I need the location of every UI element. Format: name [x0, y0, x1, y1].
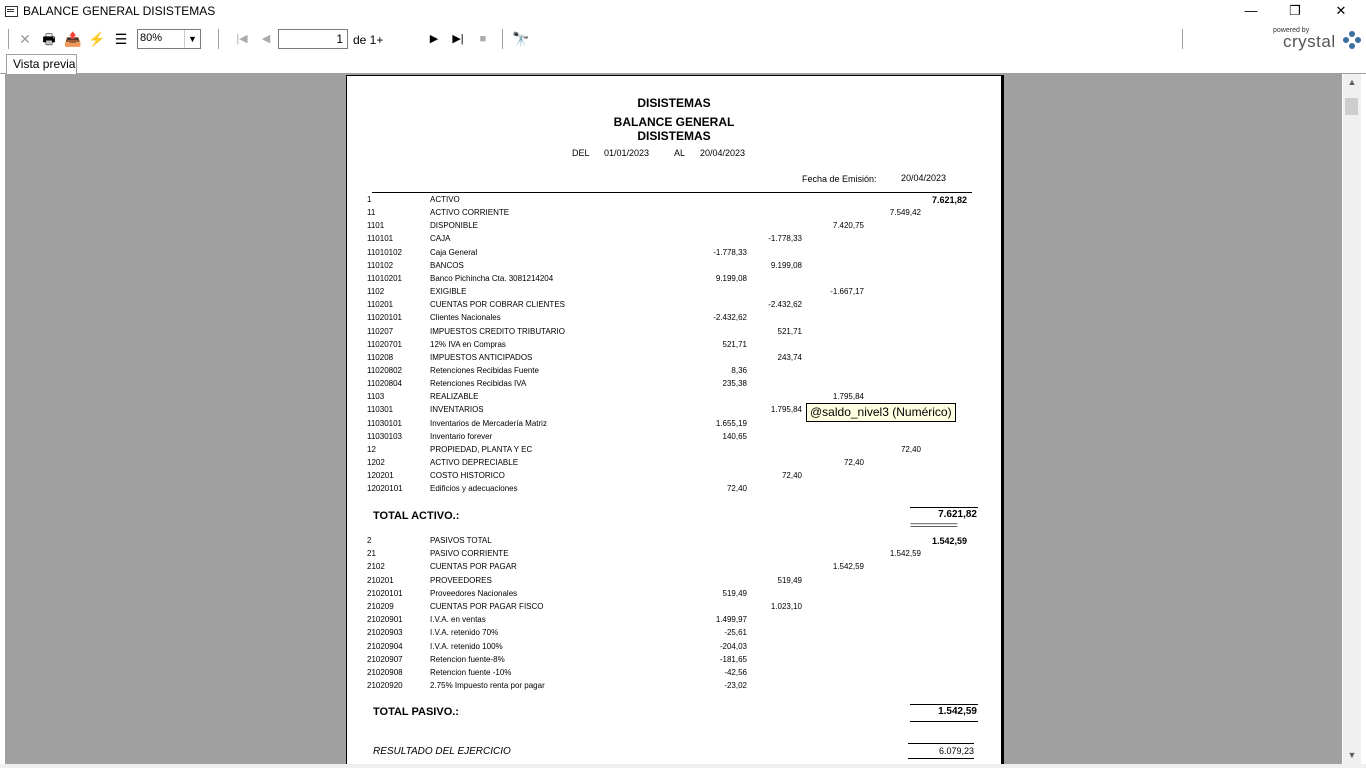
account-name: I.V.A. retenido 70%: [430, 628, 499, 638]
resultado-rule: [908, 743, 974, 744]
account-code: 1: [367, 195, 372, 204]
amount-level-2: 521,71: [777, 326, 802, 336]
export-icon[interactable]: 📤: [64, 31, 82, 47]
account-code: 21020920: [367, 681, 403, 691]
account-code: 110301: [367, 405, 394, 415]
account-code: 11: [367, 208, 376, 218]
account-name: REALIZABLE: [430, 392, 479, 402]
toolbar-separator: [1182, 29, 1186, 49]
amount-level-1: 521,71: [722, 339, 747, 349]
account-name: Edificios y adecuaciones: [430, 484, 518, 494]
account-code: 11030101: [367, 418, 402, 428]
total-activo-value: 7.621,82: [938, 509, 977, 520]
amount-level-3: 72,40: [843, 458, 864, 467]
account-name: Retenciones Recibidas Fuente: [430, 365, 539, 375]
account-code: 11020101: [367, 313, 402, 323]
minimize-button[interactable]: —: [1244, 3, 1258, 18]
amount-level-3: -1.667,17: [830, 287, 864, 297]
toolbar-separator: [8, 29, 12, 49]
account-code: 21020901: [367, 615, 403, 625]
zoom-value: 80%: [140, 32, 163, 44]
toolbar: [0, 24, 1366, 54]
account-name: Proveedores Nacionales: [430, 588, 518, 598]
amount-level-1: 519,49: [722, 588, 747, 598]
date-to: 20/04/2023: [700, 148, 746, 158]
resultado-value: 6.079,23: [938, 746, 974, 756]
account-name: Retenciones Recibidas IVA: [430, 379, 527, 389]
amount-level-3: 1.795,84: [832, 392, 864, 402]
account-code: 11020804: [367, 379, 402, 389]
amount-level-4: 7.549,42: [889, 208, 921, 218]
account-name: CUENTAS POR COBRAR CLIENTES: [430, 300, 565, 310]
zoom-select[interactable]: [137, 29, 201, 49]
account-code: 2102: [367, 562, 385, 572]
account-code: 21020903: [367, 628, 403, 638]
account-name: 12% IVA en Compras: [430, 339, 506, 349]
account-code: 1102: [367, 287, 385, 297]
close-view-icon[interactable]: ✕: [19, 31, 31, 47]
al-label: AL: [674, 148, 686, 158]
account-code: 210209: [367, 602, 394, 611]
account-code: 120201: [367, 471, 394, 481]
total-activo-label: TOTAL ACTIVO.:: [373, 510, 460, 522]
account-name: COSTO HISTORICO: [430, 471, 505, 481]
account-code: 210201: [367, 575, 394, 585]
report-title: BALANCE GENERAL: [613, 115, 735, 129]
amount-level-2: 519,49: [777, 575, 802, 585]
next-page-icon[interactable]: ▶: [429, 33, 439, 45]
restore-button[interactable]: ❐: [1289, 3, 1301, 18]
resultado-label: RESULTADO DEL EJERCICIO: [373, 746, 511, 757]
title-bar: [0, 0, 1366, 24]
amount-level-3: 1.542,59: [832, 562, 864, 572]
first-page-icon[interactable]: |◀: [236, 33, 248, 45]
account-code: 11010102: [367, 247, 402, 257]
account-code: 21020101: [367, 588, 403, 598]
amount-level-1: 9.199,08: [715, 273, 747, 283]
date-from: 01/01/2023: [604, 148, 650, 158]
account-code: 11020701: [367, 339, 402, 349]
search-binoculars-icon[interactable]: 🔭: [512, 31, 530, 47]
page-number-input[interactable]: 1: [278, 29, 348, 49]
account-name: Caja General: [430, 247, 478, 257]
amount-level-2: -1.778,33: [768, 234, 802, 244]
tab-vista-previa[interactable]: Vista previa: [6, 54, 77, 74]
report-subtitle: DISISTEMAS: [637, 129, 711, 143]
amount-level-1: 72,40: [726, 484, 747, 494]
resultado-rule: [908, 758, 974, 759]
account-code: 1103: [367, 392, 385, 402]
crystal-dots-icon: [1343, 31, 1361, 49]
previous-page-icon[interactable]: ◀: [261, 33, 271, 45]
header-rule: [372, 192, 972, 193]
account-name: CAJA: [430, 234, 451, 244]
crystal-logo: powered by crystal: [1271, 27, 1363, 53]
amount-level-4: 1.542,59: [889, 549, 921, 559]
account-name: EXIGIBLE: [430, 287, 467, 297]
amount-level-1: 8,36: [731, 365, 747, 375]
account-name: I.V.A. en ventas: [430, 615, 486, 625]
account-name: ACTIVO CORRIENTE: [430, 208, 510, 218]
emission-date: 20/04/2023: [901, 173, 947, 183]
amount-level-3: 7.420,75: [832, 221, 864, 231]
account-code: 12020101: [367, 484, 403, 494]
account-code: 1101: [367, 221, 385, 231]
vertical-scrollbar[interactable]: [1343, 74, 1361, 764]
amount-level-2: -2.432,62: [768, 300, 802, 310]
account-code: 110207: [367, 326, 394, 336]
account-name: CUENTAS POR PAGAR: [430, 562, 517, 572]
amount-level-2: 1.023,10: [770, 602, 802, 611]
amount-level-2: 72,40: [781, 471, 802, 481]
amount-level-1: -181,65: [719, 654, 747, 664]
account-code: 2: [367, 536, 372, 545]
account-name: PROVEEDORES: [430, 575, 492, 585]
account-name: IMPUESTOS CREDITO TRIBUTARIO: [430, 326, 565, 336]
account-name: CUENTAS POR PAGAR FISCO: [430, 602, 544, 611]
account-code: 110201: [367, 300, 394, 310]
account-code: 110102: [367, 260, 394, 270]
account-name: Retencion fuente-8%: [430, 654, 505, 664]
account-name: INVENTARIOS: [430, 405, 484, 415]
emission-label: Fecha de Emisión:: [802, 174, 877, 184]
amount-level-1: 1.655,19: [715, 418, 747, 428]
window-title: BALANCE GENERAL DISISTEMAS: [23, 4, 216, 18]
account-name: Inventarios de Mercadería Matriz: [430, 418, 547, 428]
total-rule: [910, 721, 978, 722]
field-tooltip: @saldo_nivel3 (Numérico): [806, 403, 956, 422]
page-count: de 1+: [353, 33, 384, 47]
toolbar-separator: [502, 29, 506, 49]
amount-level-2: 9.199,08: [770, 260, 802, 270]
account-name: ACTIVO DEPRECIABLE: [430, 458, 519, 467]
total-rule: [910, 507, 978, 508]
account-code: 12: [367, 444, 376, 454]
scroll-down-icon[interactable]: ▼: [1347, 750, 1357, 760]
amount-level-1: -25,61: [724, 628, 747, 638]
scroll-up-icon[interactable]: ▲: [1347, 77, 1357, 87]
amount-level-1: -23,02: [724, 681, 747, 691]
amount-level-1: 140,65: [722, 431, 747, 441]
account-name: ACTIVO: [430, 195, 460, 204]
account-code: 11030103: [367, 431, 402, 441]
amount-level-2: 1.795,84: [770, 405, 802, 415]
total-pasivo-label: TOTAL PASIVO.:: [373, 706, 459, 718]
account-name: PASIVO CORRIENTE: [430, 549, 509, 559]
toolbar-separator: [218, 29, 222, 49]
account-name: Clientes Nacionales: [430, 313, 501, 323]
status-strip: [0, 764, 1366, 768]
chevron-down-icon[interactable]: ▼: [184, 30, 200, 48]
account-code: 110101: [367, 234, 394, 244]
account-name: DISPONIBLE: [430, 221, 479, 231]
amount-level-1: 1.499,97: [715, 615, 747, 625]
report-company: DISISTEMAS: [637, 96, 711, 110]
last-page-icon[interactable]: ▶|: [452, 33, 464, 45]
amount-level-1: -204,03: [719, 641, 747, 651]
account-name: Retencion fuente -10%: [430, 668, 512, 677]
app-icon: [5, 6, 18, 17]
stop-icon[interactable]: ■: [479, 33, 487, 45]
account-name: 2.75% Impuesto renta por pagar: [430, 681, 545, 691]
double-rule: ===========: [910, 520, 957, 530]
account-code: 21020904: [367, 641, 403, 651]
account-name: PROPIEDAD, PLANTA Y EC: [430, 444, 533, 454]
total-rule: [910, 704, 978, 705]
account-code: 21: [367, 549, 376, 559]
amount-level-1: 235,38: [722, 379, 747, 389]
group-tree-icon[interactable]: ☰: [114, 31, 128, 47]
account-name: IMPUESTOS ANTICIPADOS: [430, 352, 533, 362]
tab-strip: [0, 54, 1366, 74]
report-viewer[interactable]: [5, 74, 1342, 764]
account-name: Inventario forever: [430, 431, 493, 441]
amount-level-5: 1.542,59: [931, 536, 967, 546]
print-icon[interactable]: 🖶: [42, 31, 56, 47]
account-code: 21020908: [367, 668, 403, 677]
account-code: 11020802: [367, 365, 402, 375]
amount-level-1: -42,56: [724, 668, 747, 677]
account-code: 110208: [367, 352, 394, 362]
account-name: I.V.A. retenido 100%: [430, 641, 503, 651]
account-code: 11010201: [367, 273, 402, 283]
account-name: PASIVOS TOTAL: [430, 536, 492, 545]
amount-level-4: 72,40: [900, 444, 921, 454]
account-name: Banco Pichincha Cta. 3081214204: [430, 273, 554, 283]
amount-level-1: -1.778,33: [713, 247, 747, 257]
amount-level-2: 243,74: [777, 352, 802, 362]
scroll-thumb[interactable]: [1345, 98, 1358, 115]
refresh-lightning-icon[interactable]: ⚡: [88, 31, 106, 47]
amount-level-1: -2.432,62: [713, 313, 747, 323]
close-button[interactable]: ✕: [1335, 3, 1347, 18]
del-label: DEL: [572, 148, 590, 158]
account-name: BANCOS: [430, 260, 464, 270]
amount-level-5: 7.621,82: [931, 195, 967, 205]
account-code: 1202: [367, 458, 385, 467]
total-pasivo-value: 1.542,59: [938, 706, 977, 717]
account-code: 21020907: [367, 654, 403, 664]
